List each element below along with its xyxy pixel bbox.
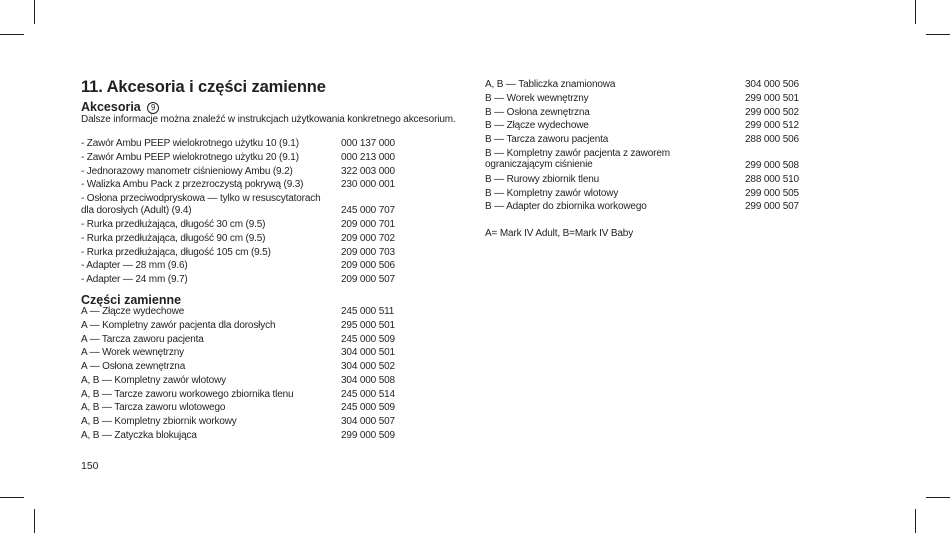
item-name [81, 429, 197, 443]
item-code: 304 000 508 [341, 374, 395, 386]
item-name-line: A — Złącze wydechowe [81, 306, 185, 317]
item-name [81, 273, 188, 287]
list-item [81, 273, 421, 287]
item-name [81, 333, 204, 347]
item-name [81, 360, 185, 374]
item-name-line: A — Osłona zewnętrzna [81, 361, 186, 372]
item-name-line: A — Worek wewnętrzny [81, 347, 184, 359]
crop-mark [34, 509, 35, 533]
crop-mark [0, 497, 24, 498]
item-code: 295 000 501 [341, 319, 395, 331]
list-item [81, 232, 421, 246]
list-item [485, 119, 825, 133]
item-name-line: A — Tarcza zaworu pacjenta [81, 333, 204, 345]
item-code: 299 000 505 [745, 187, 799, 199]
item-code: 299 000 509 [341, 429, 395, 441]
list-item [485, 173, 825, 187]
item-code: 209 000 507 [341, 274, 395, 285]
list-item [81, 401, 421, 415]
model-legend: A= Mark IV Adult, B=Mark IV Baby [485, 228, 634, 239]
spare-parts-list-right [485, 78, 825, 214]
item-name [485, 119, 589, 133]
item-name [81, 374, 226, 388]
accessories-heading [81, 100, 159, 114]
list-item [81, 429, 421, 443]
list-item [81, 388, 421, 402]
item-code: 245 000 511 [341, 306, 395, 317]
crop-mark [926, 497, 950, 498]
accessories-list [81, 137, 421, 287]
list-item [81, 259, 421, 273]
item-name-line: B — Rurowy zbiornik tlenu [485, 173, 600, 185]
item-name-line: B — Worek wewnętrzny [485, 92, 589, 104]
item-name-line: B — Osłona zewnętrzna [485, 106, 590, 118]
item-code: 245 000 707 [341, 205, 395, 216]
item-name [81, 137, 299, 151]
item-name-line: - Zawór Ambu PEEP wielokrotnego użytku 10 (9.1) [81, 138, 299, 149]
accessories-note: Dalsze informacje można znaleźć w instrukcjach użytkowania konkretnego akcesorium. [81, 114, 456, 125]
item-name [81, 259, 188, 273]
item-name [81, 165, 293, 179]
item-name [485, 106, 590, 120]
item-code: 209 000 701 [341, 219, 395, 230]
item-code: 299 000 507 [745, 201, 799, 213]
list-item [81, 218, 421, 232]
item-name-line: A — Kompletny zawór pacjenta dla dorosłych [81, 319, 276, 331]
list-item [485, 106, 825, 120]
item-name-line: dla dorosłych (Adult) (9.4) [81, 204, 192, 216]
item-name-line: A, B — Zatyczka blokująca [81, 429, 197, 441]
item-code: 209 000 506 [341, 260, 395, 272]
item-name-line: - Osłona przeciwodpryskowa — tylko w resuscytatorach [81, 193, 321, 204]
item-code: 000 213 000 [341, 151, 395, 163]
item-name-line: B — Kompletny zawór pacjenta z zaworem [485, 147, 670, 159]
item-name [485, 148, 670, 171]
list-item [81, 319, 421, 333]
item-code: 245 000 509 [341, 333, 395, 345]
list-item [485, 92, 825, 106]
crop-mark [0, 34, 24, 35]
list-item [485, 200, 825, 214]
item-code: 322 003 000 [341, 165, 395, 177]
item-code: 245 000 514 [341, 388, 395, 400]
item-code: 230 000 001 [341, 179, 395, 191]
item-code: 299 000 508 [745, 159, 799, 171]
item-name-line: A, B — Tarcza zaworu wlotowego [81, 402, 226, 414]
list-item [81, 374, 421, 388]
item-name-line: B — Adapter do zbiornika workowego [485, 201, 647, 213]
list-item [81, 165, 421, 179]
item-code: 304 000 506 [745, 79, 799, 90]
item-name [81, 401, 225, 415]
item-name-line: ograniczającym ciśnienie [485, 159, 593, 171]
item-name [485, 133, 608, 147]
list-item [81, 360, 421, 374]
item-name [485, 92, 589, 106]
circled-number-icon: 9 [147, 102, 159, 114]
item-code: 304 000 502 [341, 361, 395, 372]
list-item [81, 137, 421, 151]
item-name-line: - Zawór Ambu PEEP wielokrotnego użytku 20 (9.1) [81, 151, 299, 163]
item-name-line: A, B — Kompletny zawór wlotowy [81, 374, 226, 386]
item-name [485, 187, 618, 201]
item-name [81, 246, 271, 260]
spare-parts-list-left [81, 305, 421, 443]
item-name-line: - Adapter — 24 mm (9.7) [81, 274, 188, 285]
list-item [81, 333, 421, 347]
list-item [485, 187, 825, 201]
item-code: 288 000 510 [745, 173, 799, 185]
page-number: 150 [81, 460, 99, 472]
item-name [81, 193, 321, 216]
item-code: 304 000 507 [341, 416, 395, 427]
list-item [485, 78, 825, 92]
list-item [81, 305, 421, 319]
item-name-line: - Jednorazowy manometr ciśnieniowy Ambu (9.2) [81, 165, 293, 177]
item-name [81, 218, 265, 232]
crop-mark [34, 0, 35, 24]
list-item [81, 246, 421, 260]
item-name-line: - Rurka przedłużająca, długość 30 cm (9.5) [81, 219, 266, 230]
item-code: 209 000 702 [341, 232, 395, 244]
item-name-line: B — Złącze wydechowe [485, 120, 589, 132]
list-item [485, 133, 825, 147]
item-name [81, 388, 293, 402]
spare-parts-heading: Części zamienne [81, 293, 182, 307]
list-item [81, 346, 421, 360]
item-code: 245 000 509 [341, 402, 395, 414]
item-code: 304 000 501 [341, 347, 395, 359]
item-name [81, 415, 237, 429]
item-name-line: - Rurka przedłużająca, długość 90 cm (9.5) [81, 232, 266, 244]
list-item [81, 151, 421, 165]
item-code: 299 000 512 [745, 120, 799, 132]
list-item [81, 415, 421, 429]
item-code: 209 000 703 [341, 246, 395, 258]
list-item [81, 178, 421, 192]
item-name [81, 232, 265, 246]
item-name-line: B — Tarcza zaworu pacjenta [485, 134, 609, 145]
item-name-line: A, B — Tabliczka znamionowa [485, 79, 616, 90]
item-name [485, 78, 615, 92]
crop-mark [915, 0, 916, 24]
list-item [485, 147, 825, 173]
item-name [81, 151, 299, 165]
section-title: 11. Akcesoria i części zamienne [81, 78, 326, 96]
item-name-line: - Rurka przedłużająca, długość 105 cm (9.5) [81, 246, 271, 258]
item-code: 000 137 000 [341, 138, 395, 149]
item-code: 288 000 506 [745, 134, 799, 145]
item-name [81, 178, 303, 192]
item-name-line: A, B — Tarcze zaworu workowego zbiornika tlenu [81, 388, 294, 400]
item-name-line: - Walizka Ambu Pack z przezroczystą pokrywą (9.3) [81, 179, 304, 191]
item-name-line: - Adapter — 28 mm (9.6) [81, 260, 188, 272]
accessories-heading-text: Akcesoria [81, 100, 141, 114]
crop-mark [915, 509, 916, 533]
list-item [81, 192, 421, 218]
item-name [81, 346, 184, 360]
item-name [485, 200, 647, 214]
item-name [81, 305, 184, 319]
item-code: 299 000 502 [745, 106, 799, 118]
item-name-line: A, B — Kompletny zbiornik workowy [81, 416, 237, 427]
item-name-line: B — Kompletny zawór wlotowy [485, 187, 619, 199]
item-code: 299 000 501 [745, 92, 799, 104]
item-name [485, 173, 599, 187]
crop-mark [926, 34, 950, 35]
item-name [81, 319, 275, 333]
